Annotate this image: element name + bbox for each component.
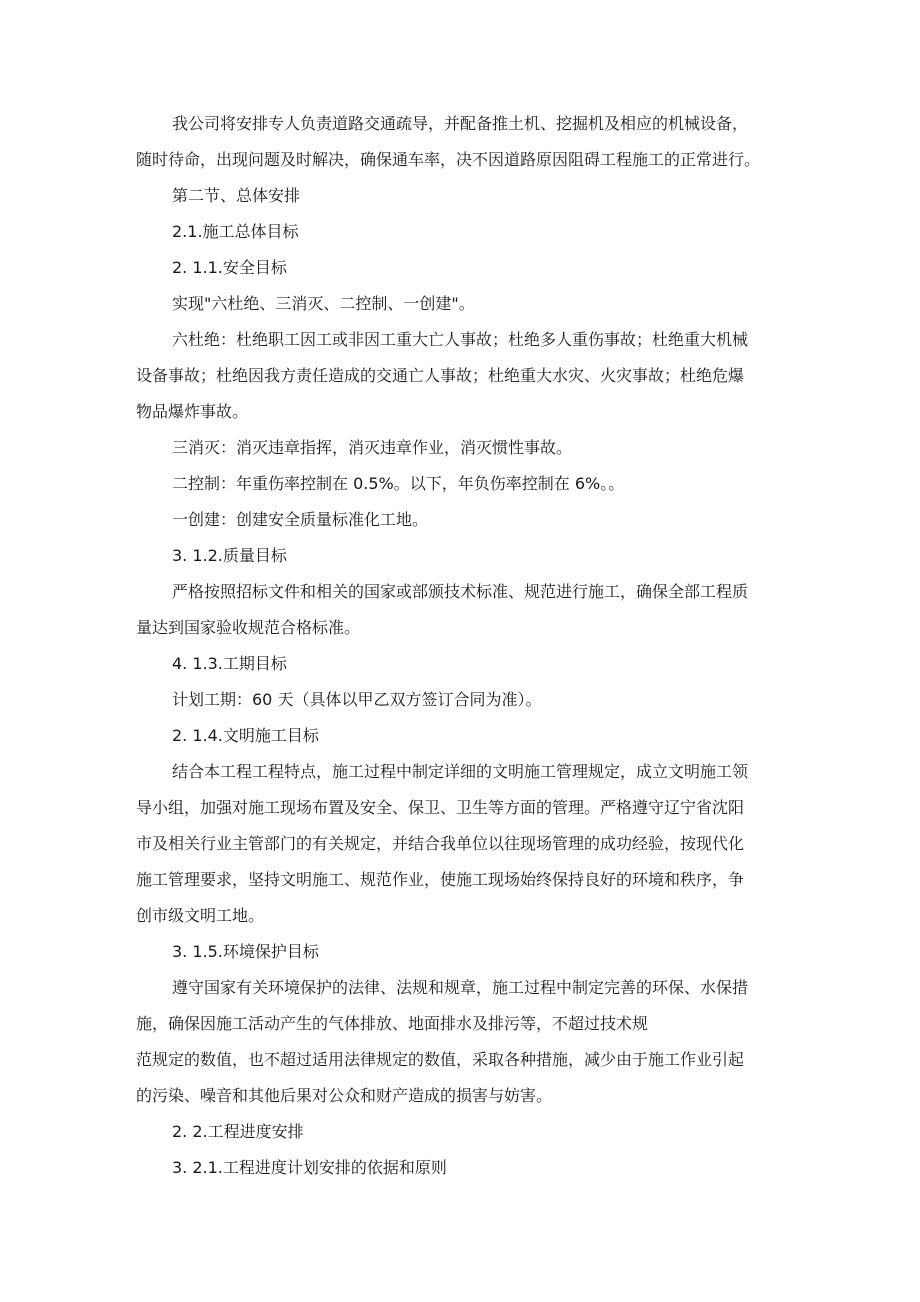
paragraph-line: 施，确保因施工活动产生的气体排放、地面排水及排污等，不超过技术规 [136, 1014, 649, 1033]
paragraph-line: 六杜绝：杜绝职工因工或非因工重大亡人事故；杜绝多人重伤事故；杜绝重大机械 [172, 330, 749, 349]
paragraph-line: 二控制：年重伤率控制在 0.5%。以下，年负伤率控制在 6%。。 [172, 474, 625, 493]
paragraph-line: 我公司将安排专人负责道路交通疏导，并配备推土机、挖掘机及相应的机械设备， [172, 114, 749, 133]
subsection-heading: 4. 1.3.工期目标 [172, 654, 287, 673]
paragraph-line: 市及相关行业主管部门的有关规定，并结合我单位以往现场管理的成功经验，按现代化 [136, 834, 745, 853]
paragraph-line: 随时待命，出现问题及时解决，确保通车率，决不因道路原因阻碍工程施工的正常进行。 [136, 150, 761, 169]
paragraph-line: 实现"六杜绝、三消灭、二控制、一创建"。 [172, 294, 475, 313]
subsection-heading: 3. 1.5.环境保护目标 [172, 942, 319, 961]
paragraph-line: 范规定的数值，也不超过适用法律规定的数值，采取各种措施，减少由于施工作业引起 [136, 1050, 745, 1069]
paragraph-line: 导小组，加强对施工现场布置及安全、保卫、卫生等方面的管理。严格遵守辽宁省沈阳 [136, 798, 745, 817]
subsection-heading: 3. 1.2.质量目标 [172, 546, 287, 565]
subsection-heading: 2.1.施工总体目标 [172, 222, 299, 241]
section-heading: 第二节、总体安排 [172, 186, 301, 205]
paragraph-line: 的污染、噪音和其他后果对公众和财产造成的损害与妨害。 [136, 1086, 553, 1105]
paragraph-line: 创市级文明工地。 [136, 906, 265, 925]
paragraph-line: 施工管理要求，坚持文明施工、规范作业，使施工现场始终保持良好的环境和秩序，争 [136, 870, 745, 889]
paragraph-line: 物品爆炸事故。 [136, 402, 249, 421]
paragraph-line: 严格按照招标文件和相关的国家或部颁技术标准、规范进行施工，确保全部工程质 [172, 582, 749, 601]
paragraph-line: 遵守国家有关环境保护的法律、法规和规章，施工过程中制定完善的环保、水保措 [172, 978, 749, 997]
paragraph-line: 三消灭：消灭违章指挥，消灭违章作业，消灭惯性事故。 [172, 438, 573, 457]
subsection-heading: 2. 2.工程进度安排 [172, 1122, 304, 1141]
paragraph-line: 一创建：创建安全质量标准化工地。 [172, 510, 429, 529]
subsection-heading: 2. 1.4.文明施工目标 [172, 726, 319, 745]
subsection-heading: 2. 1.1.安全目标 [172, 258, 287, 277]
subsection-heading: 3. 2.1.工程进度计划安排的依据和原则 [172, 1158, 447, 1177]
paragraph-line: 设备事故；杜绝因我方责任造成的交通亡人事故；杜绝重大水灾、火灾事故；杜绝危爆 [136, 366, 745, 385]
paragraph-line: 量达到国家验收规范合格标准。 [136, 618, 361, 637]
paragraph-line: 结合本工程工程特点，施工过程中制定详细的文明施工管理规定，成立文明施工领 [172, 762, 749, 781]
paragraph-line: 计划工期：60 天（具体以甲乙双方签订合同为准）。 [172, 690, 542, 709]
